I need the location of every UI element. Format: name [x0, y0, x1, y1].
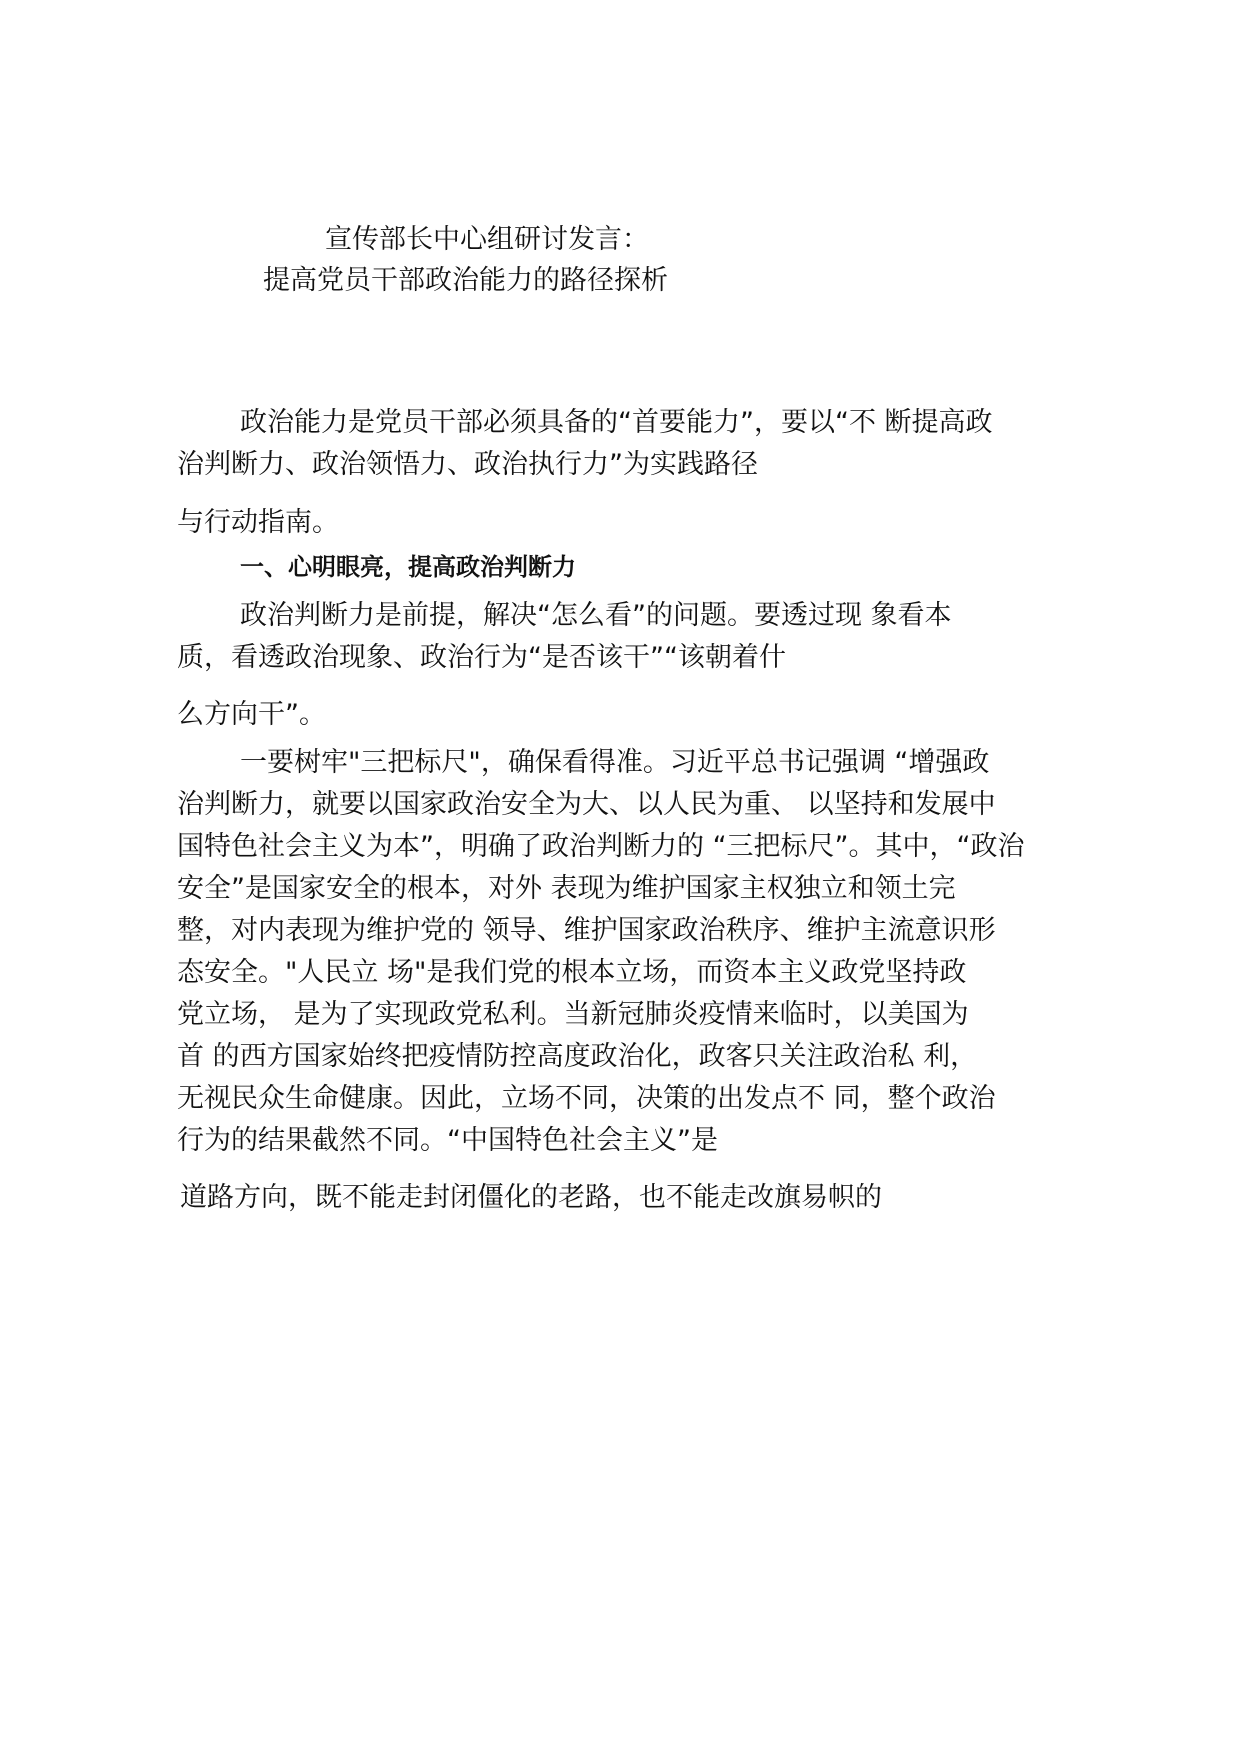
paragraph-3-line-2: 治判断力，就要以国家政治安全为大、以人民为重、 以坚持和发展中	[177, 789, 996, 820]
paragraph-3-line-1: 一要树牢"三把标尺"，确保看得准。习近平总书记强调 “增强政	[240, 747, 990, 778]
section-heading-1: 一、心明眼亮，提高政治判断力	[240, 553, 576, 581]
paragraph-3-line-9: 无视民众生命健康。因此，立场不同，决策的出发点不 同，整个政治	[177, 1083, 996, 1114]
paragraph-3-line-11: 道路方向，既不能走封闭僵化的老路，也不能走改旗易帜的	[180, 1182, 882, 1213]
title-line-1: 宣传部长中心组研讨发言：	[325, 224, 649, 255]
paragraph-2-line-2: 质，看透政治现象、政治行为“是否该干”“该朝着什	[177, 642, 786, 673]
paragraph-3-line-4: 安全”是国家安全的根本，对外 表现为维护国家主权独立和领土完	[177, 873, 956, 904]
paragraph-3-line-6: 态安全。"人民立 场"是我们党的根本立场，而资本主义政党坚持政	[177, 957, 967, 988]
paragraph-3-line-10: 行为的结果截然不同。“中国特色社会主义”是	[177, 1125, 718, 1156]
paragraph-3-line-5: 整，对内表现为维护党的 领导、维护国家政治秩序、维护主流意识形	[177, 915, 996, 946]
paragraph-3-line-8: 首 的西方国家始终把疫情防控高度政治化，政客只关注政治私 利，	[177, 1041, 978, 1072]
paragraph-1-line-3: 与行动指南。	[177, 507, 339, 538]
paragraph-1-line-1: 政治能力是党员干部必须具备的“首要能力”，要以“不 断提高政	[240, 407, 993, 438]
paragraph-3-line-3: 国特色社会主义为本”，明确了政治判断力的 “三把标尺”。其中，“政治	[177, 831, 1025, 862]
paragraph-1-line-2: 治判断力、政治领悟力、政治执行力”为实践路径	[177, 449, 758, 480]
title-line-2: 提高党员干部政治能力的路径探析	[263, 265, 668, 296]
paragraph-2-line-3: 么方向干”。	[177, 699, 326, 730]
paragraph-3-line-7: 党立场， 是为了实现政党私利。当新冠肺炎疫情来临时，以美国为	[177, 999, 969, 1030]
paragraph-2-line-1: 政治判断力是前提，解决“怎么看”的问题。要透过现 象看本	[240, 600, 952, 631]
